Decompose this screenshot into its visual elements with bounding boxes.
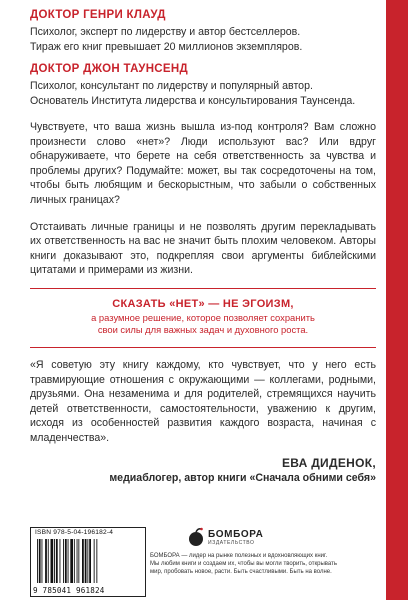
divider-line <box>30 347 376 348</box>
highlight-text <box>30 312 376 337</box>
bombora-logo-icon <box>188 527 204 547</box>
review-quote: «Я советую эту книгу каждому, кто чувствует, что у него есть травмирующие отношения с окружающими — коллегами, родными, друзьями. Она незаменима и для родителей, стремящихся научить детей ответственности, самостоятельности, уважению к другим, исходя из особенностей развития каждого возраста, начиная с младенчества». <box>30 358 376 444</box>
quote-author-name: ЕВА ДИДЕНОК, <box>281 456 376 471</box>
author-block-townsend <box>30 62 376 108</box>
author-bio <box>30 25 376 54</box>
quote-author-role: медиаблогер, автор книги «Сначала обними себя» <box>109 472 376 485</box>
quote-signature <box>30 456 376 485</box>
slogan-line: мир, пробовать новое, расти. Быть счастливыми. Быть на волне. <box>150 568 332 575</box>
author-bio-line: Психолог, эксперт по лидерству и автор бестселлеров. <box>30 26 301 38</box>
highlight-line: а разумное решение, которое позволяет сохранить <box>91 311 315 323</box>
isbn-text: ISBN 978-5-04-196182-4 <box>35 529 114 536</box>
barcode-number: 9 785041 961824 <box>33 586 105 595</box>
author-name: ДОКТОР ГЕНРИ КЛАУД <box>30 9 166 21</box>
highlight-block <box>30 297 376 337</box>
author-bio-line: Психолог, консультант по лидерству и популярный автор. <box>30 80 313 92</box>
publisher-logo <box>188 527 376 547</box>
barcode <box>30 527 146 597</box>
slogan-line: Мы любим книги и создаем их, чтобы вы могли творить, открывать <box>150 560 337 567</box>
highlight-title: СКАЗАТЬ «НЕТ» — НЕ ЭГОИЗМ, <box>112 297 294 310</box>
author-name: ДОКТОР ДЖОН ТАУНСЕНД <box>30 63 188 75</box>
divider-line <box>30 288 376 289</box>
slogan-line: БОМБОРА — лидер на рынке полезных и вдохновляющих книг. <box>150 553 328 559</box>
highlight-line: свои силы для важных задач и духовного роста. <box>97 324 309 336</box>
barcode-bars-icon <box>37 539 139 583</box>
red-spine-bar <box>386 0 408 600</box>
publisher-name: БОМБОРА <box>208 528 264 540</box>
author-bio <box>30 79 376 108</box>
description-paragraph: Чувствуете, что ваша жизнь вышла из-под контроля? Вам сложно произнести слово «нет»? Люди используют вас? Или вдруг обнаруживаете, что берете на себя ответственность за чувства и проблемы других? Подумайте: может, вы так сосредоточены на том, чтобы быть любящим и бескорыстным, что забыли о собственных личных границах? <box>30 121 376 206</box>
publisher-block <box>150 527 376 576</box>
publisher-logo-text <box>208 529 263 546</box>
description-paragraph: Отстаивать личные границы и не позволять другим перекладывать их ответственность на вас не значит быть плохим человеком. Авторы книги доказывают это, подкрепляя свои аргументы библейскими цитатами и примерами из жизни. <box>30 220 376 277</box>
back-cover-content <box>30 8 376 485</box>
author-bio-line: Тираж его книг превышает 20 миллионов экземпляров. <box>30 40 303 53</box>
author-block-cloud <box>30 8 376 54</box>
author-bio-line: Основатель Института лидерства и консультирования Таунсенда. <box>30 94 356 107</box>
publisher-sub: ИЗДАТЕЛЬСТВО <box>208 539 255 546</box>
publisher-slogan <box>150 553 376 576</box>
